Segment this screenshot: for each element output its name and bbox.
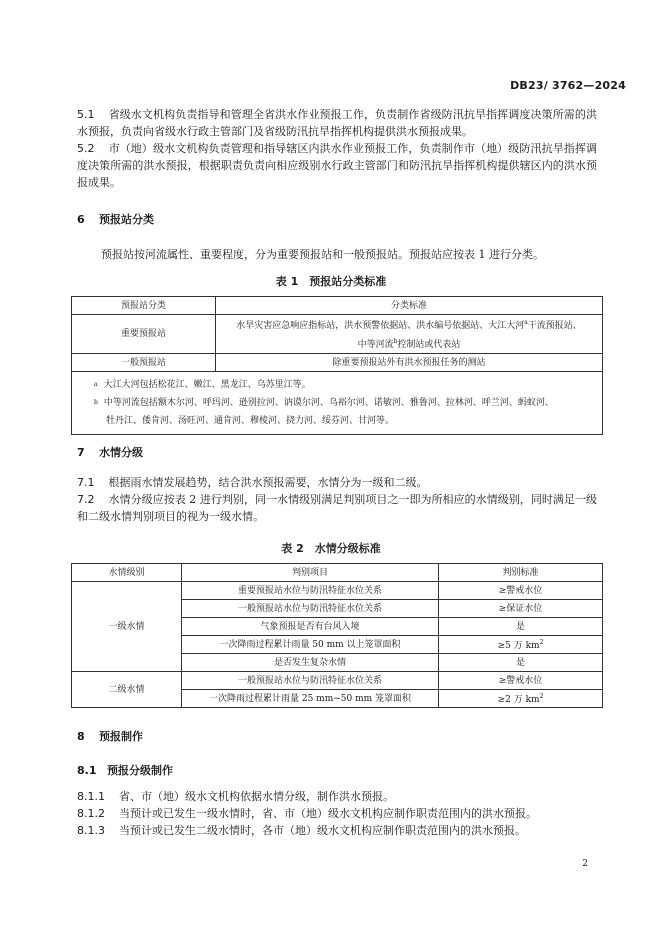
table-header-cell: 判别项目 [182,564,439,582]
paragraph-7-2 [77,491,597,525]
section-title: 预报分级制作 [107,764,173,777]
page-number: 2 [582,859,588,869]
note-text: 牡丹江、倭肯河、汤旺河、通肯河、穆棱河、挠力河、绥芬河、甘河等。 [106,416,395,426]
unit-exponent: 2 [539,693,544,700]
standard-text: ≥5 万 km [497,641,540,651]
table-header-cell: 水情级别 [72,564,182,582]
table-cell-criteria [216,315,603,354]
table-header-cell: 判别标准 [439,564,603,582]
table-cell-item: 一次降雨过程累计雨量 50 mm 以上笼罩面积 [182,636,439,654]
clause-number: 7.1 [77,476,95,489]
clause-number: 7.2 [77,493,95,506]
table-cell-level: 二级水情 [72,672,182,708]
clause-text: 水情分级应按表 2 进行判别，同一水情级别满足判别项目之一即为所相应的水情级别，同时满足一级和二级水情判别项目的视为一级水情。 [77,493,597,523]
table-cell-item: 是否发生复杂水情 [182,654,439,672]
table-cell-standard: ≥保证水位 [439,600,603,618]
clause-text: 当预计或已发生一级水情时，省、市（地）级水文机构应制作职责范围内的洪水预报。 [119,807,537,820]
subsection-8-1-heading [77,762,173,778]
clause-number: 5.2 [77,142,95,155]
clause-number: 8.1.2 [77,807,105,820]
table-cell-standard: ≥警戒水位 [439,672,603,690]
clause-text: 当预计或已发生二级水情时，各市（地）级水文机构应制作职责范围内的洪水预报。 [119,824,526,837]
table-header-cell: 分类标准 [216,297,603,315]
clause-number: 5.1 [77,108,95,121]
clause-text: 根据雨水情发展趋势，结合洪水预报需要，水情分为一级和二级。 [108,476,428,489]
clause-text: 市（地）级水文机构负责管理和指导辖区内洪水作业预报工作，负责制作市（地）级防汛抗旱指挥调度决策所需的洪水预报，根据职责负责向相应级别水行政主管部门和防汛抗旱指挥机构提供辖区内的洪水预报成果。 [77,142,597,189]
section-7-heading [77,444,143,460]
clause-number: 8.1.1 [77,790,105,803]
table-1 [71,296,603,435]
table-note [94,376,594,394]
section-8-heading [77,728,143,744]
footnote-mark: a [524,319,528,326]
table-cell-standard: 是 [439,618,603,636]
note-mark: b [94,399,98,406]
section-number: 6 [77,213,85,226]
section-title: 预报站分类 [99,213,154,226]
clause-8-1-1 [77,788,394,804]
criteria-text: 中等河流 [357,340,394,350]
table-cell-item: 一般预报站水位与防汛特征水位关系 [182,600,439,618]
note-text: 中等河流包括额木尔河、呼玛河、逊别拉河、讷谟尔河、乌裕尔河、诺敏河、雅鲁河、拉林河、呼兰河、蚂蚁河、 [103,398,554,408]
table-cell-item: 重要预报站水位与防汛特征水位关系 [182,582,439,600]
paragraph-5-2 [77,140,597,191]
table-cell-item: 气象预报是否有台风入境 [182,618,439,636]
standard-code: DB23/ 3762—2024 [510,79,626,92]
section-number: 8 [77,730,85,743]
clause-8-1-3 [77,822,526,838]
table-cell-item: 一次降雨过程累计雨量 25 mm~50 mm 笼罩面积 [182,690,439,708]
criteria-text: 干流预报站、 [527,321,582,331]
table-cell-standard: ≥警戒水位 [439,582,603,600]
table-cell-standard: 是 [439,654,603,672]
section-number: 8.1 [77,764,97,777]
section-title: 预报制作 [99,730,143,743]
table-cell-item: 一般预报站水位与防汛特征水位关系 [182,672,439,690]
table-cell-category: 一般预报站 [72,354,216,372]
criteria-text: 水旱灾害应急响应指标站，洪水预警依据站、洪水编号依据站、大江大河 [236,321,525,331]
section-6-intro: 预报站按河流属性、重要程度，分为重要预报站和一般预报站。预报站应按表 1 进行分类。 [101,248,544,261]
table-2-caption: 表 2 水情分级标准 [281,542,381,555]
section-number: 7 [77,446,85,459]
note-text: 大江大河包括松花江、嫩江、黑龙江、乌苏里江等。 [103,380,311,390]
table-1-caption: 表 1 预报站分类标准 [275,275,387,288]
paragraph-5-1 [77,106,597,140]
paragraph-7-1 [77,474,597,491]
standard-text: ≥2 万 km [497,695,540,705]
section-title: 水情分级 [99,446,143,459]
clause-number: 8.1.3 [77,824,105,837]
table-note [94,412,594,430]
table-cell-criteria: 除重要预报站外有洪水预报任务的测站 [216,354,603,372]
table-note [94,394,594,412]
table-header-cell: 预报站分类 [72,297,216,315]
footnote-mark: b [393,338,398,345]
table-cell-category: 重要预报站 [72,315,216,354]
unit-exponent: 2 [539,639,544,646]
table-notes [72,372,603,435]
table-cell-standard [439,690,603,708]
clause-8-1-2 [77,805,537,821]
criteria-text: 控制站或代表站 [397,340,461,350]
table-cell-standard [439,636,603,654]
table-cell-level: 一级水情 [72,582,182,672]
table-2 [71,563,603,708]
note-mark: a [94,381,98,388]
clause-text: 省、市（地）级水文机构依据水情分级，制作洪水预报。 [119,790,394,803]
section-6-heading [77,211,154,227]
clause-text: 省级水文机构负责指导和管理全省洪水作业预报工作，负责制作省级防汛抗旱指挥调度决策所需的洪水预报，负责向省级水行政主管部门及省级防汛抗旱指挥机构提供洪水预报成果。 [77,108,597,138]
